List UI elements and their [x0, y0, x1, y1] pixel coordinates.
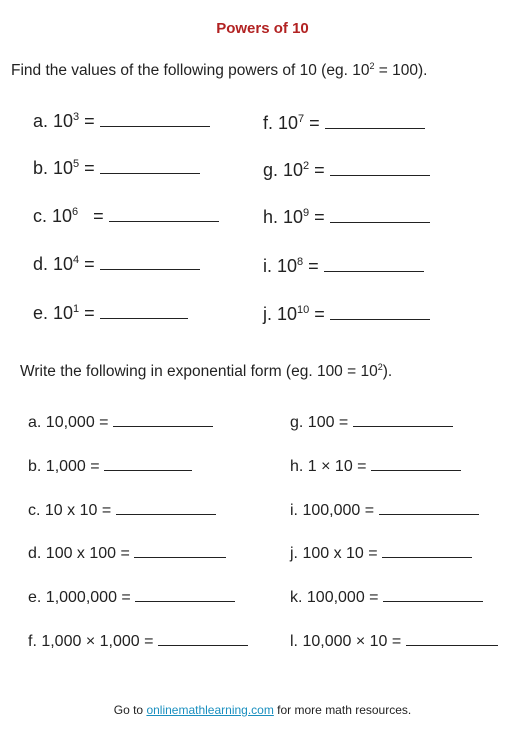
- problem-base: a. 10: [33, 111, 74, 131]
- problem-text: h. 1 × 10 =: [290, 458, 367, 475]
- problem-1h: [263, 206, 430, 228]
- problem-exponent: 7: [298, 113, 305, 125]
- footer: [0, 703, 525, 717]
- problem-1i: [263, 255, 424, 277]
- answer-blank[interactable]: [330, 206, 430, 223]
- problem-2a: [28, 410, 213, 432]
- problem-1a: [33, 110, 210, 132]
- problem-equals: =: [78, 206, 104, 226]
- problem-2j: [290, 541, 472, 563]
- problem-2k: [290, 585, 483, 607]
- problem-2l: [290, 629, 498, 651]
- problem-2f: [28, 629, 248, 651]
- problem-equals: =: [304, 113, 320, 133]
- problem-base: h. 10: [263, 207, 304, 227]
- problem-equals: =: [309, 207, 325, 227]
- answer-blank[interactable]: [100, 157, 200, 174]
- answer-blank[interactable]: [100, 302, 188, 319]
- instruction-text-end: ).: [382, 363, 393, 381]
- answer-blank[interactable]: [324, 255, 424, 272]
- problem-text: a. 10,000 =: [28, 414, 109, 431]
- problem-text: j. 100 x 10 =: [290, 545, 378, 562]
- answer-blank[interactable]: [134, 541, 226, 558]
- problem-base: g. 10: [263, 160, 304, 180]
- problem-exponent: 2: [303, 160, 310, 172]
- problem-2d: [28, 541, 226, 563]
- problem-text: c. 10 x 10 =: [28, 502, 112, 519]
- footer-link[interactable]: onlinemathlearning.com: [146, 703, 274, 717]
- problem-exponent: 10: [297, 304, 310, 316]
- problem-exponent: 3: [73, 111, 80, 123]
- instruction-text: Find the values of the following powers of 10 (eg. 10: [11, 62, 370, 80]
- answer-blank[interactable]: [406, 629, 498, 646]
- problem-text: l. 10,000 × 10 =: [290, 633, 402, 650]
- problem-text: i. 100,000 =: [290, 502, 375, 519]
- problem-exponent: 9: [303, 207, 310, 219]
- problem-1d: [33, 253, 200, 275]
- problem-equals: =: [79, 254, 95, 274]
- answer-blank[interactable]: [104, 454, 192, 471]
- footer-text: Go to: [113, 703, 147, 717]
- problem-base: b. 10: [33, 158, 74, 178]
- answer-blank[interactable]: [383, 585, 483, 602]
- problem-1j: [263, 303, 430, 325]
- problem-text: g. 100 =: [290, 414, 349, 431]
- problem-2b: [28, 454, 192, 476]
- problem-equals: =: [79, 303, 95, 323]
- problem-1b: [33, 157, 200, 179]
- section1-instruction: [11, 61, 427, 80]
- instruction-exponent: 2: [369, 61, 375, 71]
- problem-exponent: 5: [73, 158, 80, 170]
- answer-blank[interactable]: [158, 629, 248, 646]
- problem-2h: [290, 454, 461, 476]
- problem-2e: [28, 585, 235, 607]
- problem-base: d. 10: [33, 254, 74, 274]
- problem-base: e. 10: [33, 303, 74, 323]
- problem-equals: =: [79, 111, 95, 131]
- answer-blank[interactable]: [353, 410, 453, 427]
- problem-text: b. 1,000 =: [28, 458, 100, 475]
- problem-base: f. 10: [263, 113, 299, 133]
- section2-instruction: [20, 362, 392, 381]
- instruction-text: Write the following in exponential form (eg. 100 = 10: [20, 363, 378, 381]
- problem-base: c. 10: [33, 206, 73, 226]
- answer-blank[interactable]: [100, 110, 210, 127]
- problem-text: e. 1,000,000 =: [28, 589, 131, 606]
- answer-blank[interactable]: [371, 454, 461, 471]
- problem-equals: =: [309, 304, 325, 324]
- problem-equals: =: [309, 160, 325, 180]
- problem-exponent: 4: [73, 254, 80, 266]
- problem-1f: [263, 112, 425, 134]
- problem-1g: [263, 159, 430, 181]
- problem-base: i. 10: [263, 256, 298, 276]
- answer-blank[interactable]: [135, 585, 235, 602]
- problem-equals: =: [303, 256, 319, 276]
- answer-blank[interactable]: [325, 112, 425, 129]
- answer-blank[interactable]: [116, 498, 216, 515]
- problem-2c: [28, 498, 216, 520]
- instruction-text-end: = 100).: [374, 62, 428, 80]
- answer-blank[interactable]: [382, 541, 472, 558]
- answer-blank[interactable]: [330, 303, 430, 320]
- instruction-exponent: 2: [377, 362, 383, 372]
- answer-blank[interactable]: [109, 205, 219, 222]
- problem-1e: [33, 302, 188, 324]
- problem-text: f. 1,000 × 1,000 =: [28, 633, 154, 650]
- answer-blank[interactable]: [330, 159, 430, 176]
- problem-text: d. 100 x 100 =: [28, 545, 130, 562]
- problem-equals: =: [79, 158, 95, 178]
- footer-text-end: for more math resources.: [273, 703, 412, 717]
- worksheet-title: Powers of 10: [216, 20, 309, 37]
- problem-2i: [290, 498, 479, 520]
- answer-blank[interactable]: [100, 253, 200, 270]
- problem-exponent: 8: [297, 256, 304, 268]
- problem-2g: [290, 410, 453, 432]
- problem-base: j. 10: [263, 304, 298, 324]
- answer-blank[interactable]: [113, 410, 213, 427]
- answer-blank[interactable]: [379, 498, 479, 515]
- problem-exponent: 1: [73, 303, 80, 315]
- problem-text: k. 100,000 =: [290, 589, 379, 606]
- problem-exponent: 6: [72, 206, 79, 218]
- problem-1c: [33, 205, 219, 227]
